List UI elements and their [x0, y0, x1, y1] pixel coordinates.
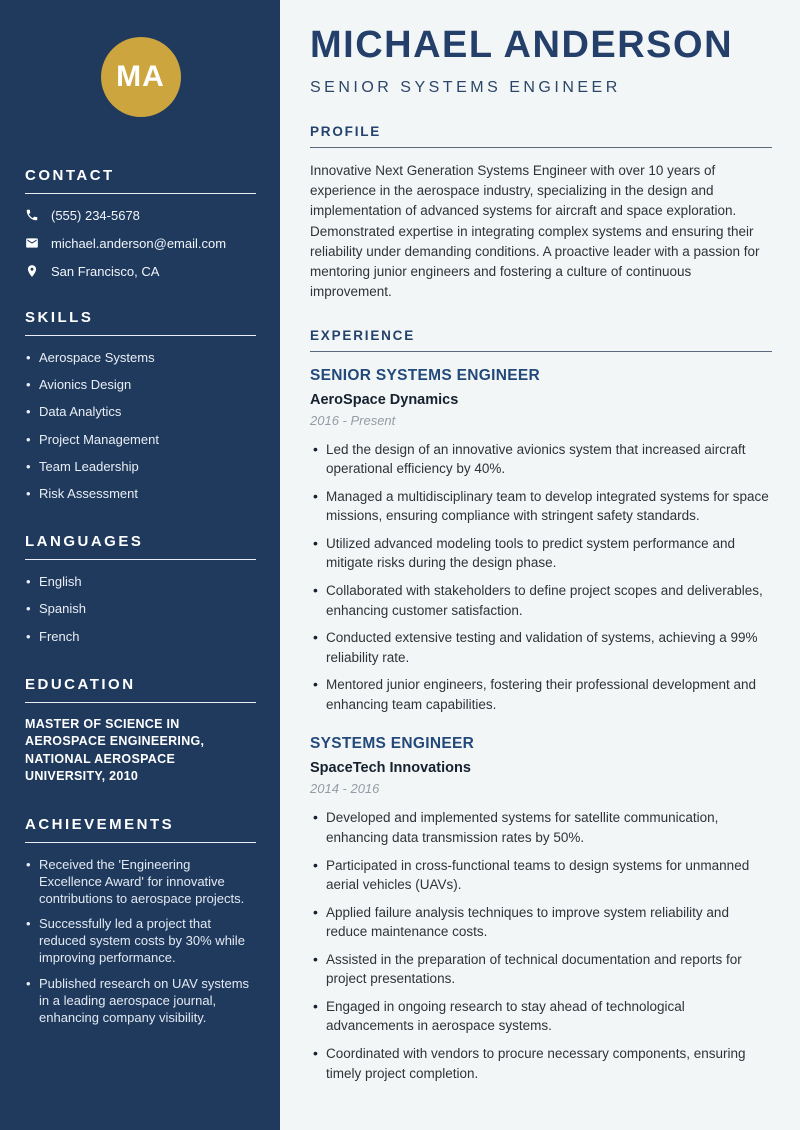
profile-heading: PROFILE [310, 123, 382, 139]
experience-section [310, 328, 772, 1084]
contact-phone-text: (555) 234-5678 [51, 207, 140, 223]
experience-heading: EXPERIENCE [310, 327, 416, 343]
languages-section [25, 533, 256, 646]
section-divider [25, 335, 256, 336]
section-divider [310, 351, 772, 352]
job-bullet: • Collaborated with stakeholders to define project scopes and deliverables, enhancing customer satisfaction. [310, 581, 772, 620]
languages-heading: LANGUAGES [25, 533, 144, 551]
avatar-initials: MA [116, 60, 165, 93]
job-title: SENIOR SYSTEMS ENGINEER [310, 366, 540, 384]
candidate-name: MICHAEL ANDERSON [310, 24, 734, 66]
job-bullet: • Managed a multidisciplinary team to develop integrated systems for space missions, ensuring compliance with stringent safety standards. [310, 487, 772, 526]
sidebar [0, 0, 280, 1130]
avatar [101, 37, 181, 117]
profile-text: Innovative Next Generation Systems Engineer with over 10 years of experience in the aerospace industry, specializing in the design and implementation of advanced systems for aircraft and space exploration. Demonstrated expertise in integrating complex systems and ensuring their reliability under demanding conditions. A proactive leader with a passion for mentoring junior engineers and fostering a culture of continuous improvement. [310, 162, 760, 300]
skills-heading: SKILLS [25, 309, 94, 326]
section-divider [310, 147, 772, 148]
skill-item: • Avionics Design [25, 376, 256, 394]
contact-section [25, 167, 256, 279]
phone-icon [25, 208, 39, 222]
contact-location-text: San Francisco, CA [51, 263, 160, 279]
job-bullet: • Coordinated with vendors to procure necessary components, ensuring timely project completion. [310, 1044, 772, 1083]
job-entry [310, 367, 772, 715]
education-degree: MASTER OF SCIENCE IN AEROSPACE ENGINEERING, NATIONAL AEROSPACE UNIVERSITY, 2010 [25, 716, 205, 784]
skill-item: • Data Analytics [25, 403, 256, 421]
section-divider [25, 193, 256, 194]
contact-heading: CONTACT [25, 167, 115, 184]
language-item: • French [25, 628, 256, 646]
achievements-section [25, 816, 256, 1026]
job-title: SYSTEMS ENGINEER [310, 735, 475, 753]
candidate-title: SENIOR SYSTEMS ENGINEER [310, 78, 621, 96]
skills-section [25, 309, 256, 503]
contact-phone-row [25, 207, 256, 223]
job-bullet: • Mentored junior engineers, fostering their professional development and enhancing team capabilities. [310, 675, 772, 714]
job-bullet: • Assisted in the preparation of technical documentation and reports for project presentations. [310, 950, 772, 989]
job-bullet: • Led the design of an innovative avionics system that increased aircraft operational efficiency by 40%. [310, 440, 772, 479]
profile-section [310, 124, 772, 303]
job-bullet: • Conducted extensive testing and validation of systems, achieving a 99% reliability rate. [310, 628, 772, 667]
job-bullet: • Participated in cross-functional teams to design systems for unmanned aerial vehicles (UAVs). [310, 856, 772, 895]
skill-item: • Aerospace Systems [25, 349, 256, 367]
job-bullet: • Engaged in ongoing research to stay ahead of technological advancements in aerospace systems. [310, 997, 772, 1036]
job-bullets [310, 808, 772, 1083]
education-heading: EDUCATION [25, 675, 136, 693]
achievement-item: • Published research on UAV systems in a leading aerospace journal, enhancing company visibility. [25, 975, 256, 1026]
job-bullet: • Developed and implemented systems for satellite communication, enhancing data transmission rates by 50%. [310, 808, 772, 847]
job-dates: 2016 - Present [310, 412, 396, 428]
section-divider [25, 842, 256, 843]
email-icon [25, 236, 39, 250]
contact-email-row [25, 235, 256, 251]
achievement-item: • Received the 'Engineering Excellence Award' for innovative contributions to aerospace projects. [25, 856, 256, 907]
skill-item: • Project Management [25, 431, 256, 449]
section-divider [25, 559, 256, 560]
contact-email-text: michael.anderson@email.com [51, 235, 227, 251]
skills-list [25, 349, 256, 503]
skill-item: • Risk Assessment [25, 485, 256, 503]
education-section [25, 676, 256, 786]
job-bullet: • Applied failure analysis techniques to improve system reliability and reduce maintenance costs. [310, 903, 772, 942]
achievement-item: • Successfully led a project that reduced system costs by 30% while improving performance. [25, 915, 256, 966]
contact-location-row [25, 263, 256, 279]
language-item: • Spanish [25, 600, 256, 618]
achievements-list [25, 856, 256, 1026]
section-divider [25, 702, 256, 703]
location-icon [25, 264, 39, 278]
main-content [280, 0, 800, 1130]
job-company: SpaceTech Innovations [310, 760, 471, 777]
job-dates: 2014 - 2016 [310, 781, 380, 797]
job-bullets [310, 440, 772, 715]
achievements-heading: ACHIEVEMENTS [25, 815, 175, 833]
skill-item: • Team Leadership [25, 458, 256, 476]
language-item: • English [25, 573, 256, 591]
languages-list [25, 573, 256, 646]
job-company: AeroSpace Dynamics [310, 391, 459, 408]
job-bullet: • Utilized advanced modeling tools to predict system performance and mitigate risks during the design phase. [310, 534, 772, 573]
job-entry [310, 735, 772, 1083]
